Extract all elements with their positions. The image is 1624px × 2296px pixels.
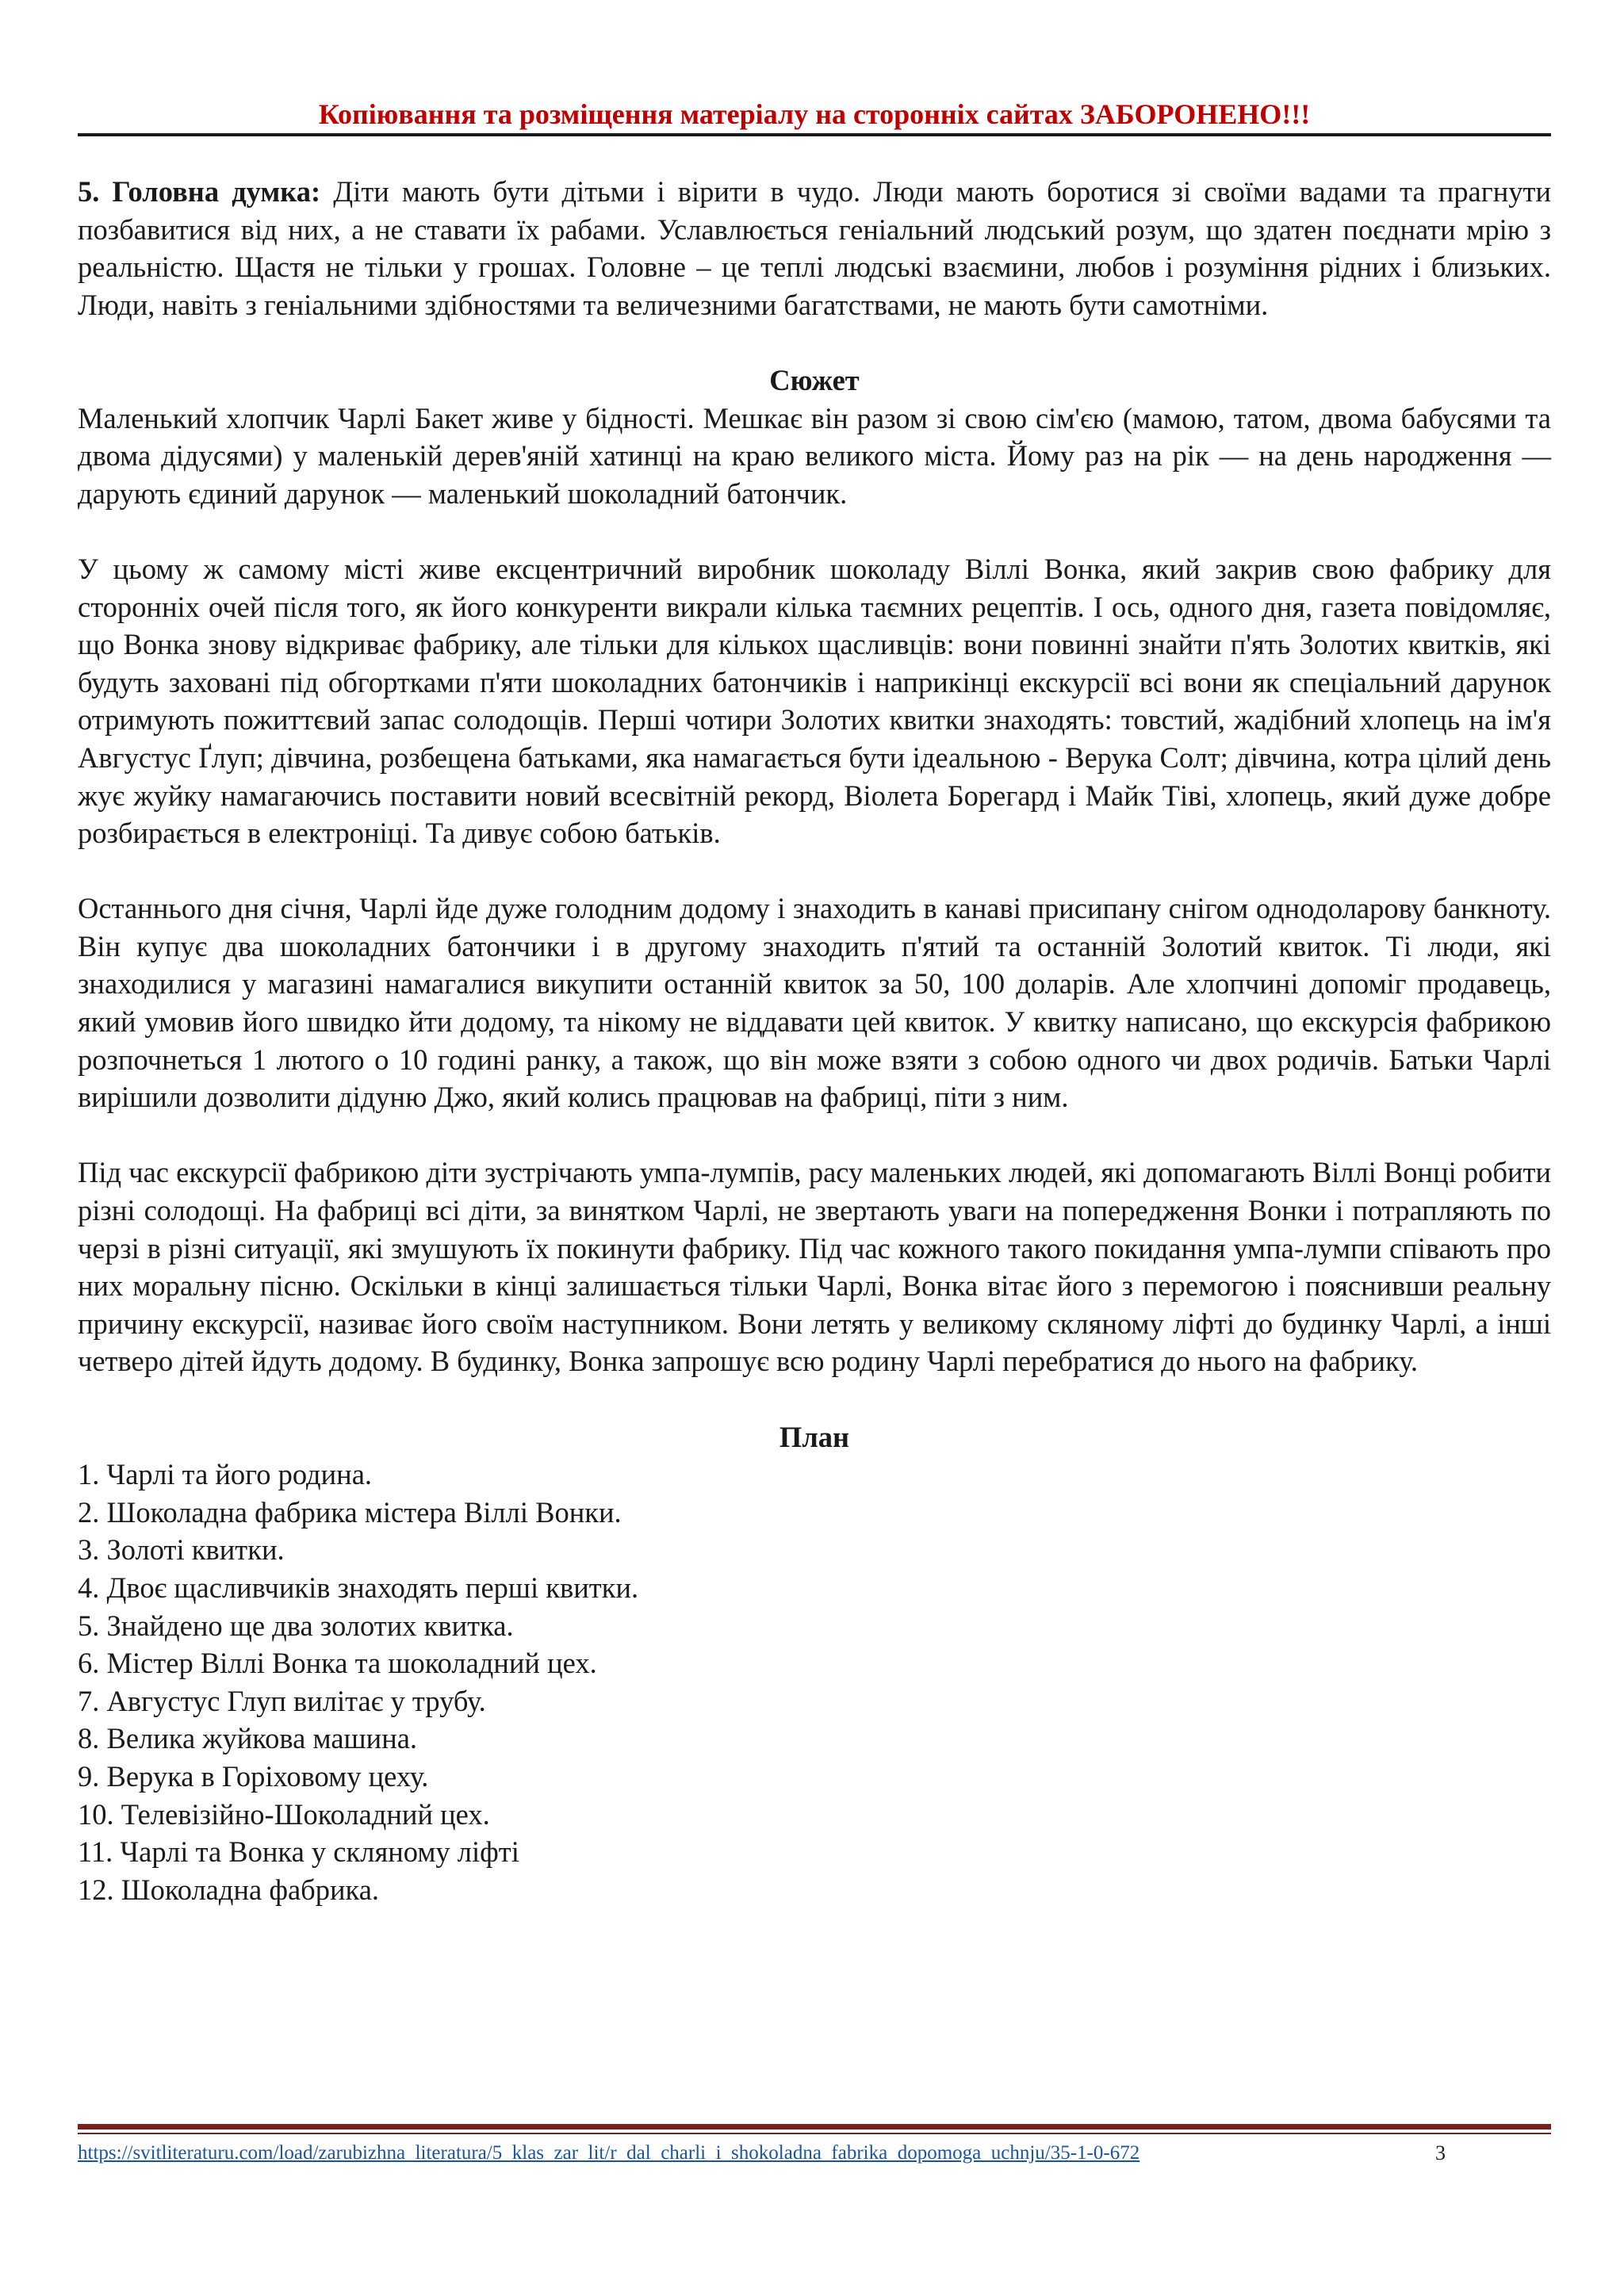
plan-item: 7. Августус Глуп вилітає у трубу. — [78, 1684, 486, 1717]
footer-divider — [78, 2124, 1551, 2130]
plot-paragraph: Маленький хлопчик Чарлі Бакет живе у бідності. Мешкає він разом зі свою сім'єю (мамою, татом, двома бабусями та двома дідусями) у маленькій дерев'яній хатинці на краю великого міста. Йому раз на рік — на день народження — дарують єдиний дарунок — маленький шоколадний батончик. — [78, 401, 1551, 510]
document-page — [78, 0, 1551, 2296]
plot-paragraph: Під час екскурсії фабрикою діти зустрічають умпа-лумпів, расу маленьких людей, які допомагають Віллі Вонці робити різні солодощі. На фабриці всі діти, за винятком Чарлі, не звертають уваги на попередження Вонки і потрапляють по черзі в різні ситуації, які змушують їх покинути фабрику. Під час кожного такого покидання умпа-лумпи співають про них моральну пісню. Оскільки в кінці залишається тільки Чарлі, Вонка вітає його з перемогою і пояснивши реальну причину екскурсії, називає його своїм наступником. Вони летять у великому скляному ліфті до будинку Чарлі, а інші четверо дітей йдуть додому. В будинку, Вонка запрошує всю родину Чарлі перебратися до нього на фабрику. — [78, 1156, 1551, 1378]
plot-paragraph: У цьому ж самому місті живе ексцентричний виробник шоколаду Віллі Вонка, який закрив свою фабрику для сторонніх очей після того, як його конкуренти викрали кілька таємних рецептів. І ось, одного дня, газета повідомляє, що Вонка знову відкриває фабрику, але тільки для кількох щасливців: вони повинні знайти п'ять Золотих квитків, які будуть заховані під обгортками п'яти шоколадних батончиків і наприкінці екскурсії всі вони як спеціальний дарунок отримують пожиттєвий запас солодощів. Перші чотири Золотих квитки знаходять: товстий, жадібний хлопець на ім'я Августус Ґлуп; дівчина, розбещена батьками, яка намагається бути ідеальною - Верука Солт; дівчина, котра цілий день жує жуйку намагаючись поставити новий всесвітній рекорд, Віолета Борегард і Майк Тіві, хлопець, який дуже добре розбирається в електроніці. Та дивує собою батьків. — [78, 552, 1551, 850]
document-body — [78, 173, 1551, 1908]
plan-item: 9. Верука в Горіховому цеху. — [78, 1759, 429, 1793]
plan-item: 2. Шоколадна фабрика містера Віллі Вонки. — [78, 1495, 622, 1529]
main-idea-paragraph — [78, 173, 1551, 323]
spacer — [78, 1116, 1551, 1154]
spacer — [78, 1380, 1551, 1418]
plan-item: 5. Знайдено ще два золотих квитка. — [78, 1609, 514, 1642]
plan-item: 8. Велика жуйкова машина. — [78, 1722, 418, 1755]
plan-item: 6. Містер Віллі Вонка та шоколадний цех. — [78, 1647, 597, 1680]
main-idea-label: 5. Головна думка: — [78, 175, 321, 208]
page-number: 3 — [1435, 2141, 1446, 2164]
main-idea-text: Діти мають бути дітьми і вірити в чудо. Люди мають боротися зі своїми вадами та прагнути позбавитися від них, а не ставати їх рабами. Уславлюється геніальний людський розум, що здатен поєднати мрію з реальністю. Щастя не тільки у грошах. Головне – це теплі людські взаємини, любов і розуміння рідних і близьких. Люди, навіть з геніальними здібностями та величезними багатствами, не мають бути самотніми. — [78, 175, 1551, 321]
plan-item: 10. Телевізійно-Шоколадний цех. — [78, 1797, 490, 1831]
plot-paragraph: Останнього дня січня, Чарлі йде дуже голодним додому і знаходить в канаві присипану снігом однодоларову банкноту. Він купує два шоколадних батончики і в другому знаходить п'ятий та останній Золотий квиток. Ті люди, які знаходилися у магазині намагалися викупити останній квиток за 50, 100 доларів. Але хлопчині допоміг продавець, який умовив його швидко йти додому, та нікому не віддавати цей квиток. У квитку написано, що екскурсія фабрикою розпочнеться 1 лютого о 10 годині ранку, а також, що він може взяти з собою одного чи двох родичів. Батьки Чарлі вирішили дозволити дідуню Джо, який колись працював на фабриці, піти з ним. — [78, 892, 1551, 1114]
plan-item: 4. Двоє щасливчиків знаходять перші квитки. — [78, 1571, 639, 1604]
plan-item: 11. Чарлі та Вонка у скляному ліфті — [78, 1835, 519, 1869]
plan-heading: План — [779, 1420, 850, 1453]
source-link[interactable]: https://svitliteraturu.com/load/zarubizhna_literatura/5_klas_zar_lit/r_dal_charli_i_shokoladna_fabrika_dopomoga_uchnju/35-1-0-672 — [78, 2142, 1140, 2164]
header-divider — [78, 133, 1551, 136]
plan-item: 12. Шоколадна фабрика. — [78, 1873, 380, 1906]
plot-heading: Сюжет — [769, 363, 860, 396]
spacer — [78, 323, 1551, 362]
spacer — [78, 852, 1551, 890]
plan-item: 3. Золоті квитки. — [78, 1533, 285, 1567]
plan-list — [78, 1456, 1551, 1908]
footer-divider-thin — [78, 2133, 1551, 2134]
copyright-notice: Копіювання та розміщення матеріалу на сторонніх сайтах ЗАБОРОНЕНО!!! — [318, 98, 1311, 130]
spacer — [78, 512, 1551, 550]
plan-item: 1. Чарлі та його родина. — [78, 1458, 373, 1491]
